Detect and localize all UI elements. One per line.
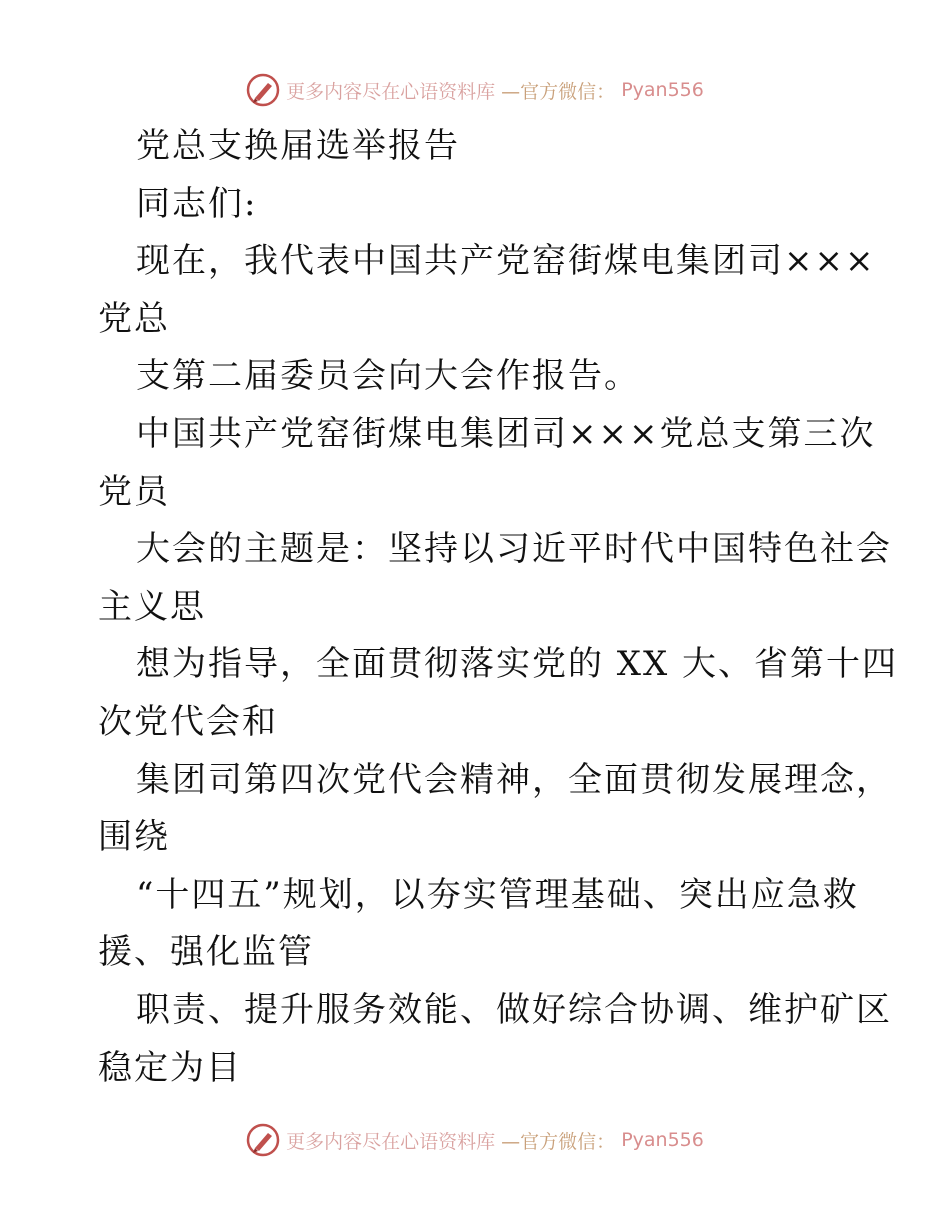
banner-sub-text: —官方微信： (501, 1130, 616, 1153)
paragraph-line: 围绕 (98, 817, 170, 858)
banner-main-text: 更多内容尽在心语资料库 (286, 80, 496, 103)
pen-logo-icon (246, 73, 280, 107)
banner-id-text: Pyan556 (621, 1129, 704, 1151)
document-title: 党总支换届选举报告 (136, 126, 460, 166)
paragraph-line: 援、强化监管 (98, 932, 314, 973)
paragraph-line: 党员 (98, 471, 170, 512)
paragraph-line: 现在，我代表中国共产党窑街煤电集团司××× (136, 241, 876, 282)
paragraph-line: 集团司第四次党代会精神，全面贯彻发展理念， (136, 759, 892, 800)
paragraph-line: 党总 (98, 298, 170, 339)
banner-sub-text: —官方微信： (501, 80, 616, 103)
paragraph-line: 想为指导，全面贯彻落实党的 XX 大、省第十四 (136, 644, 899, 685)
paragraph-line: 稳定为目 (98, 1047, 242, 1088)
paragraph-line: 职责、提升服务效能、做好综合协调、维护矿区 (136, 989, 892, 1030)
document-body (98, 118, 899, 1097)
footer-watermark (0, 1120, 950, 1160)
banner-id-text: Pyan556 (621, 79, 704, 101)
banner-main-text: 更多内容尽在心语资料库 (286, 1130, 496, 1153)
paragraph-line: 大会的主题是：坚持以习近平时代中国特色社会 (136, 529, 892, 570)
pen-logo-icon (246, 1123, 280, 1157)
paragraph-line: “十四五”规划，以夯实管理基础、突出应急救 (136, 874, 859, 915)
paragraph-line: 主义思 (98, 586, 206, 627)
paragraph-line: 支第二届委员会向大会作报告。 (136, 356, 640, 397)
paragraph-line: 次党代会和 (98, 701, 278, 742)
paragraph-line: 中国共产党窑街煤电集团司×××党总支第三次 (136, 413, 876, 454)
salutation: 同志们: (136, 183, 258, 224)
header-watermark (0, 70, 950, 110)
